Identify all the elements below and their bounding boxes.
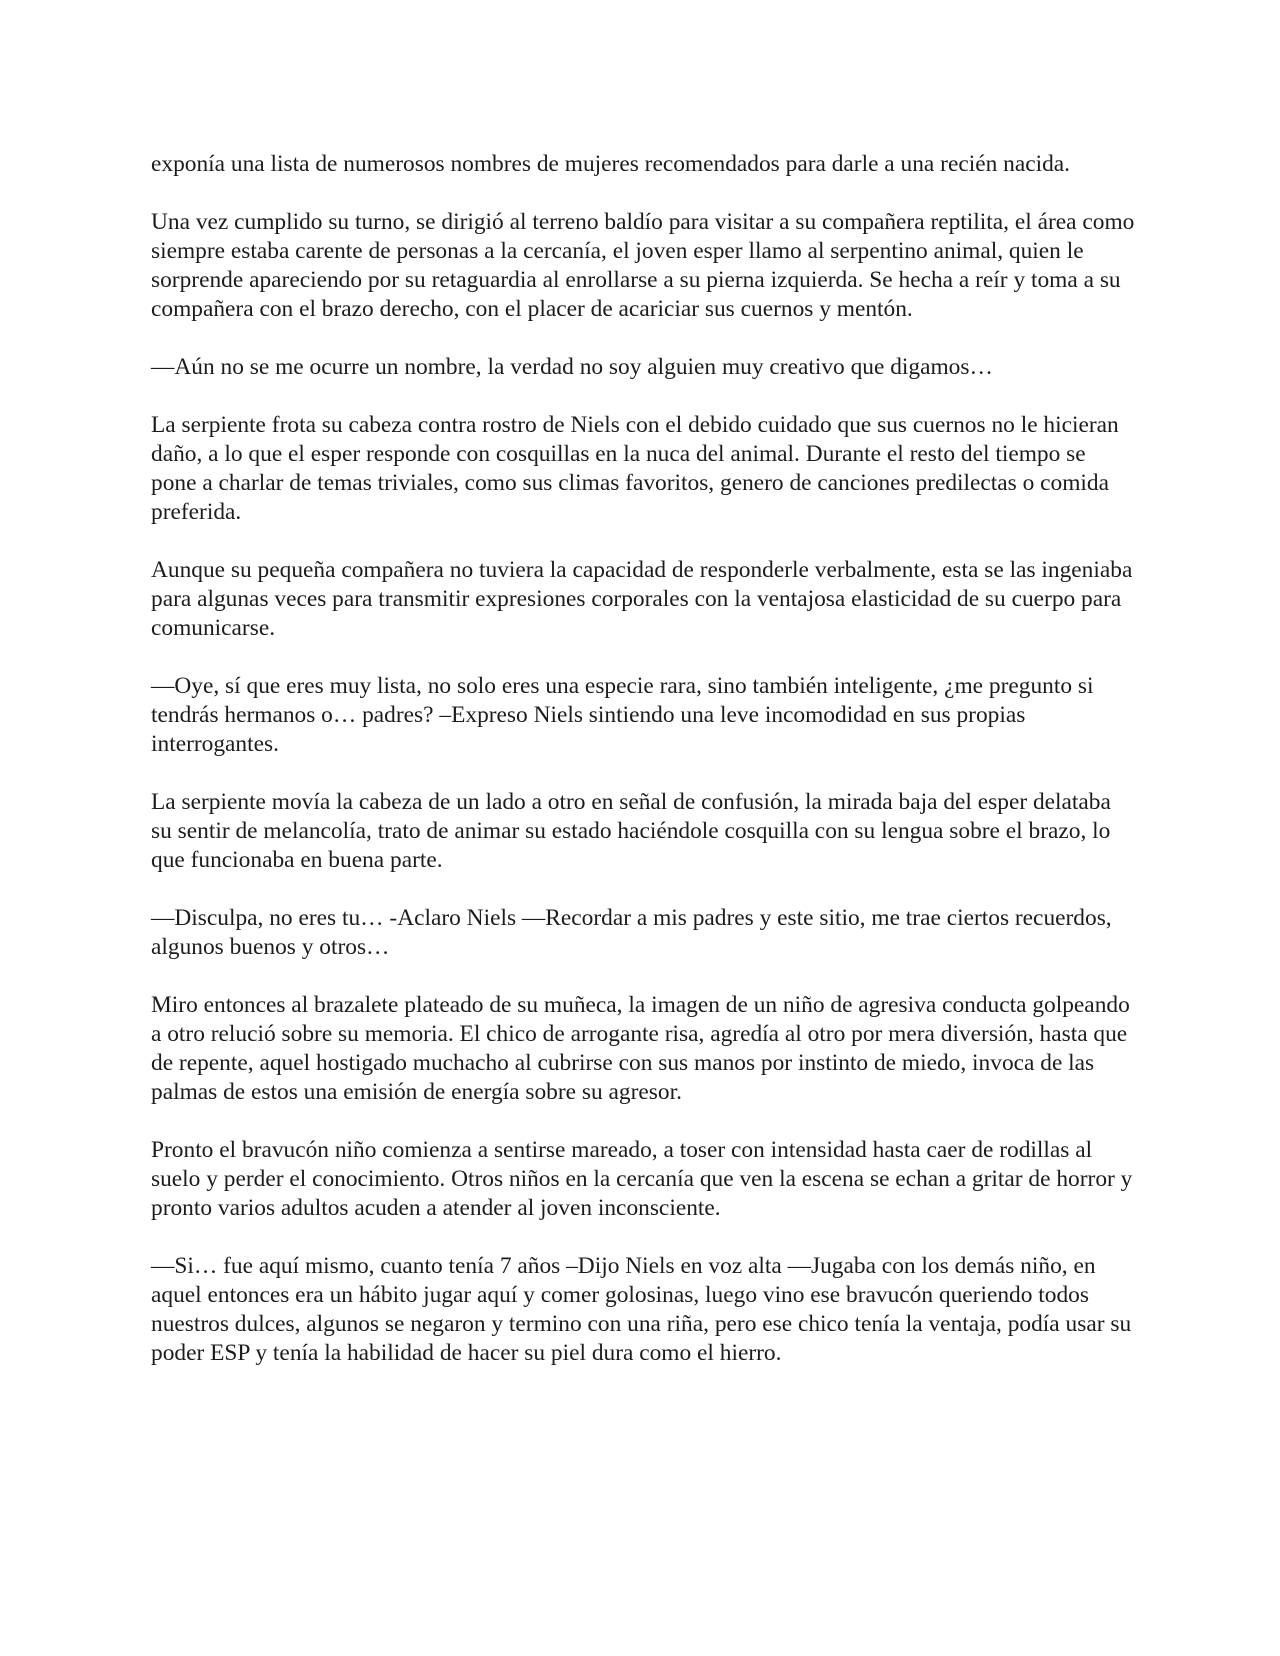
paragraph: —Si… fue aquí mismo, cuanto tenía 7 años –Dijo Niels en voz alta —Jugaba con los demás niño, en aquel entonces era un hábito jugar aquí y comer golosinas, luego vino ese bravucón queriendo todos nuestros dulces, algunos se negaron y termino con una riña, pero ese chico tenía la ventaja, podía usar su poder ESP y tenía la habilidad de hacer su piel dura como el hierro. [151,1253,1132,1366]
paragraph: —Oye, sí que eres muy lista, no solo eres una especie rara, sino también inteligente, ¿me pregunto si tendrás hermanos o… padres? –Expreso Niels sintiendo una leve incomodidad en sus propias interrogantes. [151,673,1094,757]
paragraph: La serpiente frota su cabeza contra rostro de Niels con el debido cuidado que sus cuernos no le hicieran daño, a lo que el esper responde con cosquillas en la nuca del animal. Durante el resto del tiempo se pone a charlar de temas triviales, como sus climas favoritos, genero de canciones predilectas o comida preferida. [151,412,1119,525]
paragraph: —Aún no se me ocurre un nombre, la verdad no soy alguien muy creativo que digamos… [151,354,993,380]
paragraph: La serpiente movía la cabeza de un lado a otro en señal de confusión, la mirada baja del esper delataba su sentir de melancolía, trato de animar su estado haciéndole cosquilla con su lengua sobre el brazo, lo que funcionaba en buena parte. [151,789,1111,873]
paragraph: Miro entonces al brazalete plateado de su muñeca, la imagen de un niño de agresiva conducta golpeando a otro relució sobre su memoria. El chico de arrogante risa, agredía al otro por mera diversión, hasta que de repente, aquel hostigado muchacho al cubrirse con sus manos por instinto de miedo, invoca de las palmas de estos una emisión de energía sobre su agresor. [151,992,1130,1105]
paragraph: Una vez cumplido su turno, se dirigió al terreno baldío para visitar a su compañera reptilita, el área como siempre estaba carente de personas a la cercanía, el joven esper llamo al serpentino animal, quien le sorprende apareciendo por su retaguardia al enrollarse a su pierna izquierda. Se hecha a reír y toma a su compañera con el brazo derecho, con el placer de acariciar sus cuernos y mentón. [151,209,1135,322]
paragraph: exponía una lista de numerosos nombres de mujeres recomendados para darle a una recién nacida. [151,151,1071,177]
paragraph: Pronto el bravucón niño comienza a sentirse mareado, a toser con intensidad hasta caer de rodillas al suelo y perder el conocimiento. Otros niños en la cercanía que ven la escena se echan a gritar de horror y pronto varios adultos acuden a atender al joven inconsciente. [151,1137,1133,1221]
document-body [151,150,1136,1397]
paragraph: —Disculpa, no eres tu… -Aclaro Niels —Recordar a mis padres y este sitio, me trae ciertos recuerdos, algunos buenos y otros… [151,905,1112,960]
paragraph: Aunque su pequeña compañera no tuviera la capacidad de responderle verbalmente, esta se las ingeniaba para algunas veces para transmitir expresiones corporales con la ventajosa elasticidad de su cuerpo para comunicarse. [151,557,1133,641]
